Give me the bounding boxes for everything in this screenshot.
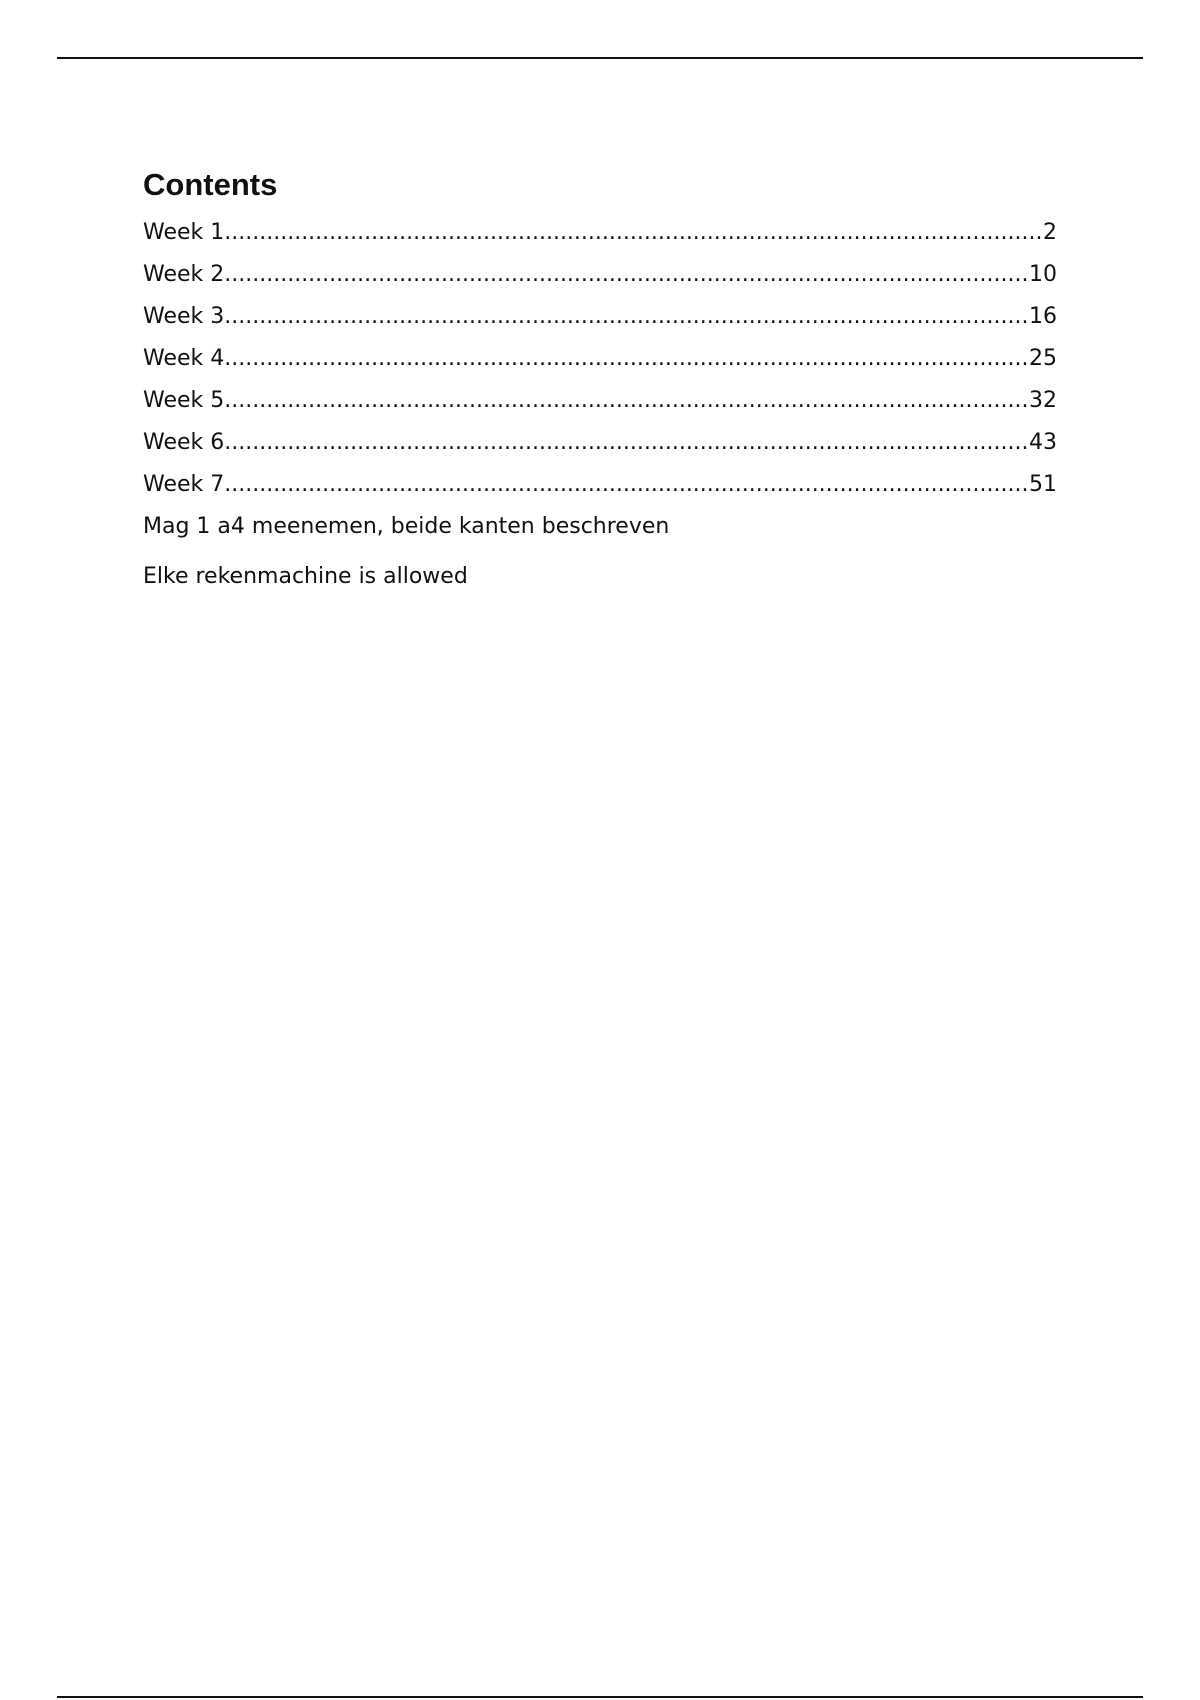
toc-entry-week-1[interactable] xyxy=(143,212,1057,254)
toc-entry-page: 25 xyxy=(1029,346,1057,371)
toc-entry-label: Week 4 xyxy=(143,346,225,371)
toc-entry-label: Week 6 xyxy=(143,430,225,455)
toc-dot-leader xyxy=(224,380,1029,422)
note-paragraph: Mag 1 a4 meenemen, beide kanten beschreven xyxy=(143,514,670,539)
toc-entry-page: 10 xyxy=(1029,262,1057,287)
toc-heading: Contents xyxy=(143,167,278,202)
toc-entry-label: Week 7 xyxy=(143,472,225,497)
table-of-contents xyxy=(143,212,1057,506)
note-paragraph: Elke rekenmachine is allowed xyxy=(143,564,468,589)
toc-entry-page: 32 xyxy=(1029,388,1057,413)
toc-entry-page: 43 xyxy=(1029,430,1057,455)
footer-rule xyxy=(57,1696,1143,1698)
toc-dot-leader xyxy=(224,254,1029,296)
toc-entry-week-2[interactable] xyxy=(143,254,1057,296)
toc-entry-week-3[interactable] xyxy=(143,296,1057,338)
toc-dot-leader xyxy=(224,296,1029,338)
toc-entry-label: Week 3 xyxy=(143,304,225,329)
toc-entry-label: Week 5 xyxy=(143,388,225,413)
toc-entry-page: 16 xyxy=(1029,304,1057,329)
toc-entry-week-6[interactable] xyxy=(143,422,1057,464)
toc-entry-week-4[interactable] xyxy=(143,338,1057,380)
toc-entry-page: 51 xyxy=(1029,472,1057,497)
page-content xyxy=(143,164,1057,598)
toc-entry-label: Week 2 xyxy=(143,262,225,287)
toc-entry-page: 2 xyxy=(1043,220,1057,245)
toc-dot-leader xyxy=(224,422,1029,464)
toc-dot-leader xyxy=(224,338,1029,380)
toc-dot-leader xyxy=(224,212,1043,254)
header-rule xyxy=(57,57,1143,59)
toc-dot-leader xyxy=(224,464,1029,506)
toc-entry-label: Week 1 xyxy=(143,220,225,245)
toc-entry-week-5[interactable] xyxy=(143,380,1057,422)
toc-entry-week-7[interactable] xyxy=(143,464,1057,506)
